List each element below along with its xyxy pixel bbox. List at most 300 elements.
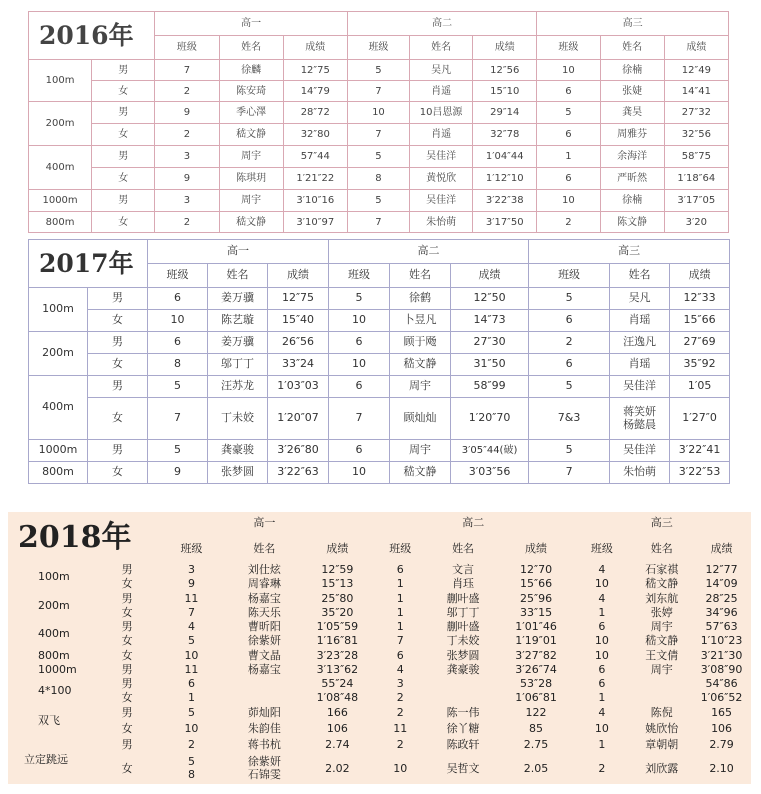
col-header-score: 成绩 <box>301 534 374 563</box>
event-cell: 400m <box>8 620 99 649</box>
score-cell: 12″75 <box>283 60 347 81</box>
table-row <box>29 212 729 233</box>
event-cell: 100m <box>29 60 92 102</box>
class-cell: 11 <box>155 591 228 605</box>
class-cell: 9 <box>155 168 219 190</box>
table-row <box>29 60 729 81</box>
score-cell: 3′17″05 <box>664 190 728 212</box>
class-cell: 7 <box>347 81 409 102</box>
name-cell: 姜万骥 <box>208 288 268 310</box>
col-header-score: 成绩 <box>451 264 529 288</box>
name-cell: 嵇文静 <box>219 212 283 233</box>
class-cell: 2 <box>155 212 219 233</box>
table-row <box>29 190 729 212</box>
grade-header: 高二 <box>347 12 536 36</box>
name-cell: 张梦圆 <box>427 648 500 662</box>
class-cell: 5 <box>329 288 390 310</box>
class-cell: 1 <box>374 620 427 634</box>
class-cell: 5 <box>537 102 600 124</box>
score-cell: 1′18″64 <box>664 168 728 190</box>
class-cell: 3 <box>155 190 219 212</box>
class-cell: 6 <box>155 677 228 691</box>
class-cell: 10 <box>329 310 390 332</box>
class-cell: 1 <box>374 606 427 620</box>
score-cell: 3′20 <box>664 212 728 233</box>
sex-cell: 女 <box>99 691 155 705</box>
name-cell: 姜万骥 <box>208 332 268 354</box>
table-row <box>8 591 751 605</box>
class-cell: 6 <box>537 168 600 190</box>
sex-cell: 男 <box>88 440 148 462</box>
name-cell: 陈安琦 <box>219 81 283 102</box>
grade-header: 高二 <box>329 240 529 264</box>
name-cell: 黄悦欣 <box>410 168 473 190</box>
score-cell: 15″66 <box>500 577 573 591</box>
table-row <box>29 102 729 124</box>
name-cell: 徐紫妍 <box>228 634 301 648</box>
score-cell: 2.79 <box>692 737 751 753</box>
score-cell: 12″70 <box>500 563 573 577</box>
col-header-class: 班级 <box>329 264 390 288</box>
event-cell: 1000m <box>29 440 88 462</box>
sex-cell: 男 <box>92 190 155 212</box>
name-cell: 严昕然 <box>600 168 664 190</box>
name-cell: 肖瑶 <box>610 310 670 332</box>
class-cell: 10 <box>573 577 632 591</box>
class-cell: 9 <box>155 102 219 124</box>
table-row <box>29 168 729 190</box>
class-cell: 10 <box>537 190 600 212</box>
name-cell: 陈艺璇 <box>208 310 268 332</box>
sex-cell: 男 <box>92 60 155 81</box>
class-cell: 6 <box>529 354 610 376</box>
class-cell: 6 <box>148 288 208 310</box>
event-cell: 400m <box>29 376 88 440</box>
score-cell: 2.74 <box>301 737 374 753</box>
class-cell: 6 <box>148 332 208 354</box>
class-cell: 11 <box>374 721 427 737</box>
score-cell: 57″44 <box>283 146 347 168</box>
name-cell: 陈文静 <box>600 212 664 233</box>
name-cell: 徐丫糖 <box>427 721 500 737</box>
name-cell: 张梦圆 <box>208 462 268 484</box>
score-cell: 2.05 <box>500 753 573 784</box>
event-cell: 800m <box>8 648 99 662</box>
name-cell: 周宇 <box>390 376 451 398</box>
sex-cell: 女 <box>99 753 155 784</box>
class-cell: 2 <box>155 737 228 753</box>
class-cell: 10 <box>573 721 632 737</box>
sex-cell: 男 <box>88 332 148 354</box>
name-cell: 周宇 <box>631 663 692 677</box>
score-cell: 3′23″28 <box>301 648 374 662</box>
class-cell: 11 <box>155 663 228 677</box>
class-cell: 5 <box>148 376 208 398</box>
name-cell: 王文倩 <box>631 648 692 662</box>
name-cell: 顾于飏 <box>390 332 451 354</box>
score-cell: 34″96 <box>692 606 751 620</box>
class-cell: 4 <box>155 620 228 634</box>
score-cell: 2.02 <box>301 753 374 784</box>
class-cell: 5 <box>155 634 228 648</box>
year-title: 2016年 <box>29 12 155 60</box>
name-cell: 周雅芬 <box>600 124 664 146</box>
score-cell: 3′22″63 <box>268 462 329 484</box>
table-row <box>8 721 751 737</box>
sex-cell: 男 <box>99 620 155 634</box>
sex-cell: 女 <box>92 168 155 190</box>
sex-cell: 女 <box>99 721 155 737</box>
name-cell: 章朝朝 <box>631 737 692 753</box>
name-cell: 茆灿阳 <box>228 705 301 720</box>
score-cell: 14″41 <box>664 81 728 102</box>
class-cell: 5 <box>347 190 409 212</box>
score-cell: 1′21″22 <box>283 168 347 190</box>
table-row <box>8 577 751 591</box>
class-cell: 2 <box>155 124 219 146</box>
class-cell: 7 <box>155 606 228 620</box>
name-cell: 10吕恩源 <box>410 102 473 124</box>
col-header-class: 班级 <box>155 534 228 563</box>
name-cell: 汪苏龙 <box>208 376 268 398</box>
score-cell: 3′22″38 <box>473 190 537 212</box>
name-cell <box>427 691 500 705</box>
name-cell: 余海洋 <box>600 146 664 168</box>
score-cell: 27″69 <box>670 332 730 354</box>
score-cell: 2.75 <box>500 737 573 753</box>
sex-cell: 女 <box>99 606 155 620</box>
class-cell: 2 <box>374 691 427 705</box>
class-cell: 5 <box>148 440 208 462</box>
col-header-name: 姓名 <box>228 534 301 563</box>
score-cell: 1′19″01 <box>500 634 573 648</box>
class-cell: 5 8 <box>155 753 228 784</box>
records-table-2016 <box>28 11 729 233</box>
table-row <box>29 288 730 310</box>
score-cell: 28″25 <box>692 591 751 605</box>
score-cell: 1′16″81 <box>301 634 374 648</box>
class-cell: 9 <box>148 462 208 484</box>
name-cell: 杨嘉宝 <box>228 663 301 677</box>
class-cell: 5 <box>155 705 228 720</box>
col-header-class: 班级 <box>529 264 610 288</box>
name-cell: 丁未姣 <box>208 398 268 440</box>
table-row <box>29 462 730 484</box>
col-header-name: 姓名 <box>219 36 283 60</box>
table-row <box>8 634 751 648</box>
class-cell: 2 <box>374 705 427 720</box>
name-cell: 张婕 <box>600 81 664 102</box>
name-cell: 吴佳洋 <box>410 146 473 168</box>
class-cell: 7 <box>529 462 610 484</box>
sex-cell: 女 <box>99 648 155 662</box>
score-cell: 3′10″97 <box>283 212 347 233</box>
score-cell: 3′17″50 <box>473 212 537 233</box>
event-cell: 800m <box>29 212 92 233</box>
name-cell <box>631 691 692 705</box>
table-row <box>8 563 751 577</box>
name-cell: 龚昊 <box>600 102 664 124</box>
class-cell: 5 <box>347 146 409 168</box>
class-cell: 4 <box>573 563 632 577</box>
score-cell: 166 <box>301 705 374 720</box>
score-cell: 35″20 <box>301 606 374 620</box>
class-cell: 7 <box>374 634 427 648</box>
name-cell: 陈政轩 <box>427 737 500 753</box>
name-cell: 陈倪 <box>631 705 692 720</box>
col-header-class: 班级 <box>155 36 219 60</box>
class-cell: 4 <box>573 705 632 720</box>
sex-cell: 女 <box>99 634 155 648</box>
score-cell: 12″59 <box>301 563 374 577</box>
name-cell: 周宇 <box>219 190 283 212</box>
name-cell: 吴凡 <box>410 60 473 81</box>
score-cell: 15″66 <box>670 310 730 332</box>
score-cell: 1′20″07 <box>268 398 329 440</box>
col-header-score: 成绩 <box>500 534 573 563</box>
table-row <box>29 440 730 462</box>
col-header-name: 姓名 <box>610 264 670 288</box>
class-cell: 6 <box>573 620 632 634</box>
score-cell: 28″72 <box>283 102 347 124</box>
name-cell: 刘东航 <box>631 591 692 605</box>
name-cell: 邬丁丁 <box>208 354 268 376</box>
score-cell: 165 <box>692 705 751 720</box>
col-header-score: 成绩 <box>692 534 751 563</box>
class-cell: 6 <box>573 663 632 677</box>
score-cell: 85 <box>500 721 573 737</box>
sex-cell: 女 <box>88 462 148 484</box>
score-cell: 12″75 <box>268 288 329 310</box>
class-cell: 9 <box>155 577 228 591</box>
event-cell: 1000m <box>29 190 92 212</box>
name-cell: 肖瑶 <box>610 354 670 376</box>
score-cell: 1′01″46 <box>500 620 573 634</box>
name-cell: 周宇 <box>631 620 692 634</box>
score-cell: 1′05″59 <box>301 620 374 634</box>
score-cell: 15″10 <box>473 81 537 102</box>
name-cell: 吴哲文 <box>427 753 500 784</box>
name-cell: 陈天乐 <box>228 606 301 620</box>
name-cell <box>228 691 301 705</box>
event-cell: 800m <box>29 462 88 484</box>
score-cell: 3′10″16 <box>283 190 347 212</box>
class-cell: 5 <box>347 60 409 81</box>
score-cell: 15″40 <box>268 310 329 332</box>
table-row <box>8 606 751 620</box>
table-row <box>29 398 730 440</box>
score-cell: 3′13″62 <box>301 663 374 677</box>
name-cell: 蒋书杭 <box>228 737 301 753</box>
score-cell: 31″50 <box>451 354 529 376</box>
sex-cell: 男 <box>99 677 155 691</box>
score-cell: 12″49 <box>664 60 728 81</box>
year-title: 2018年 <box>8 512 155 563</box>
table-row <box>8 620 751 634</box>
name-cell: 姚欣怡 <box>631 721 692 737</box>
name-cell: 龚豪骏 <box>208 440 268 462</box>
name-cell <box>228 677 301 691</box>
name-cell: 陈一伟 <box>427 705 500 720</box>
records-table-2017 <box>28 239 730 484</box>
event-cell: 100m <box>8 563 99 592</box>
score-cell: 57″63 <box>692 620 751 634</box>
class-cell: 1 <box>155 691 228 705</box>
class-cell: 5 <box>529 288 610 310</box>
class-cell: 7&3 <box>529 398 610 440</box>
score-cell: 1′27″0 <box>670 398 730 440</box>
name-cell: 吴佳洋 <box>610 440 670 462</box>
event-cell: 200m <box>8 591 99 620</box>
score-cell: 1′03″03 <box>268 376 329 398</box>
name-cell: 蒋笑妍 杨懿晨 <box>610 398 670 440</box>
name-cell: 嵇文静 <box>390 354 451 376</box>
class-cell: 10 <box>155 721 228 737</box>
col-header-score: 成绩 <box>473 36 537 60</box>
table-row <box>8 753 751 784</box>
sex-cell: 女 <box>92 81 155 102</box>
class-cell: 3 <box>374 677 427 691</box>
event-cell: 100m <box>29 288 88 332</box>
table-row <box>8 648 751 662</box>
event-cell: 4*100 <box>8 677 99 706</box>
class-cell: 10 <box>573 634 632 648</box>
score-cell: 55″24 <box>301 677 374 691</box>
year-title: 2017年 <box>29 240 148 288</box>
class-cell: 10 <box>155 648 228 662</box>
score-cell: 12″50 <box>451 288 529 310</box>
name-cell: 周宇 <box>219 146 283 168</box>
score-cell: 14″79 <box>283 81 347 102</box>
name-cell: 石家祺 <box>631 563 692 577</box>
name-cell: 嵇文静 <box>390 462 451 484</box>
score-cell: 2.10 <box>692 753 751 784</box>
name-cell <box>427 677 500 691</box>
sex-cell: 男 <box>99 705 155 720</box>
class-cell: 10 <box>573 648 632 662</box>
name-cell: 刘欣露 <box>631 753 692 784</box>
table-row <box>8 737 751 753</box>
class-cell: 6 <box>537 81 600 102</box>
name-cell: 卜昱凡 <box>390 310 451 332</box>
class-cell: 7 <box>347 124 409 146</box>
class-cell: 6 <box>573 677 632 691</box>
class-cell: 1 <box>573 691 632 705</box>
score-cell: 15″13 <box>301 577 374 591</box>
event-cell: 200m <box>29 332 88 376</box>
class-cell: 1 <box>573 737 632 753</box>
col-header-score: 成绩 <box>664 36 728 60</box>
col-header-name: 姓名 <box>208 264 268 288</box>
name-cell: 朱怡萌 <box>410 212 473 233</box>
class-cell: 10 <box>374 753 427 784</box>
class-cell: 6 <box>374 648 427 662</box>
score-cell: 32″56 <box>664 124 728 146</box>
name-cell: 嵇文静 <box>219 124 283 146</box>
sex-cell: 女 <box>92 124 155 146</box>
name-cell: 文言 <box>427 563 500 577</box>
event-cell: 1000m <box>8 663 99 677</box>
name-cell: 肖遥 <box>410 81 473 102</box>
class-cell: 1 <box>374 577 427 591</box>
table-row <box>29 354 730 376</box>
class-cell: 6 <box>529 310 610 332</box>
score-cell: 58″75 <box>664 146 728 168</box>
class-cell: 10 <box>347 102 409 124</box>
name-cell: 嵇文静 <box>631 634 692 648</box>
table-row <box>29 376 730 398</box>
col-header-name: 姓名 <box>600 36 664 60</box>
grade-header: 高三 <box>573 512 751 534</box>
table-row <box>8 677 751 691</box>
score-cell: 3′26″80 <box>268 440 329 462</box>
score-cell: 12″56 <box>473 60 537 81</box>
name-cell: 汪逸凡 <box>610 332 670 354</box>
class-cell: 6 <box>374 563 427 577</box>
score-cell: 12″33 <box>670 288 730 310</box>
col-header-name: 姓名 <box>390 264 451 288</box>
name-cell: 龚豪骏 <box>427 663 500 677</box>
name-cell: 徐楠 <box>600 190 664 212</box>
score-cell: 3′22″41 <box>670 440 730 462</box>
col-header-score: 成绩 <box>670 264 730 288</box>
score-cell: 14″73 <box>451 310 529 332</box>
class-cell: 6 <box>329 332 390 354</box>
sex-cell: 女 <box>92 212 155 233</box>
class-cell: 2 <box>537 212 600 233</box>
name-cell: 曹文晶 <box>228 648 301 662</box>
name-cell: 朱韵佳 <box>228 721 301 737</box>
score-cell: 12″77 <box>692 563 751 577</box>
score-cell: 27″32 <box>664 102 728 124</box>
class-cell: 6 <box>329 440 390 462</box>
name-cell: 徐紫妍 石锦雯 <box>228 753 301 784</box>
name-cell: 杨嘉宝 <box>228 591 301 605</box>
score-cell: 106 <box>301 721 374 737</box>
score-cell: 1′06″52 <box>692 691 751 705</box>
score-cell: 14″09 <box>692 577 751 591</box>
sex-cell: 男 <box>88 376 148 398</box>
sex-cell: 男 <box>92 102 155 124</box>
table-row <box>8 705 751 720</box>
score-cell: 3′27″82 <box>500 648 573 662</box>
grade-header: 高一 <box>155 12 348 36</box>
score-cell: 3′03″56 <box>451 462 529 484</box>
name-cell: 周睿琳 <box>228 577 301 591</box>
score-cell: 33″24 <box>268 354 329 376</box>
name-cell: 顾灿灿 <box>390 398 451 440</box>
name-cell: 吴佳洋 <box>610 376 670 398</box>
col-header-class: 班级 <box>573 534 632 563</box>
class-cell: 1 <box>374 591 427 605</box>
sex-cell: 女 <box>88 398 148 440</box>
col-header-name: 姓名 <box>631 534 692 563</box>
sex-cell: 男 <box>99 663 155 677</box>
event-cell: 双飞 <box>8 705 99 737</box>
class-cell: 3 <box>155 146 219 168</box>
class-cell: 10 <box>329 462 390 484</box>
class-cell: 7 <box>155 60 219 81</box>
sex-cell: 男 <box>99 737 155 753</box>
class-cell: 1 <box>573 606 632 620</box>
name-cell: 徐麟 <box>219 60 283 81</box>
score-cell: 58″99 <box>451 376 529 398</box>
score-cell: 3′21″30 <box>692 648 751 662</box>
table-row <box>29 332 730 354</box>
score-cell: 1′10″23 <box>692 634 751 648</box>
name-cell: 刘仕炫 <box>228 563 301 577</box>
score-cell: 27″30 <box>451 332 529 354</box>
